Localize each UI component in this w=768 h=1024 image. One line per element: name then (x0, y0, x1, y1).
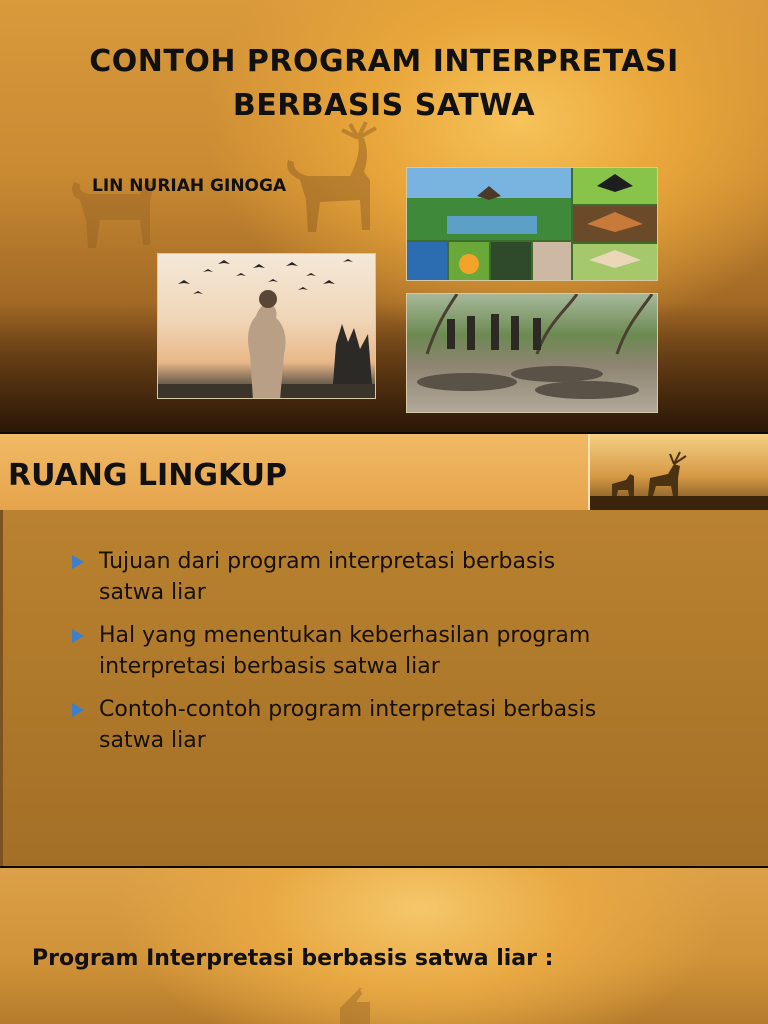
header-deer-image (588, 434, 768, 510)
komodo-dragon-photo (406, 293, 658, 413)
slide-3 (0, 868, 768, 1024)
author-name: LIN NURIAH GINOGA (92, 176, 287, 196)
butterfly-park-collage (406, 167, 658, 281)
slide-2 (0, 434, 768, 866)
deer-silhouette-icon (300, 988, 420, 1024)
slide-title: RUANG LINGKUP (8, 458, 288, 493)
title-line-2: BERBASIS SATWA (232, 88, 536, 123)
deer-silhouette-icon (50, 150, 190, 260)
bullet-line-1: Contoh-contoh program interpretasi berbasis (99, 697, 597, 722)
list-item (70, 620, 710, 682)
slide-title (0, 40, 768, 128)
slide-1 (0, 0, 768, 432)
bullet-line-2: satwa liar (99, 728, 206, 753)
birdwatching-illustration (158, 254, 376, 399)
birdwatching-photo (157, 253, 376, 399)
bullet-arrow-icon (72, 555, 84, 569)
bullet-line-1: Tujuan dari program interpretasi berbasis (99, 549, 556, 574)
bullet-line-2: interpretasi berbasis satwa liar (99, 654, 440, 679)
list-item (70, 694, 710, 756)
bullet-arrow-icon (72, 703, 84, 717)
list-item (70, 546, 710, 608)
deer-silhouette-icon (590, 434, 768, 510)
bullet-line-1: Hal yang menentukan keberhasilan program (99, 623, 591, 648)
title-line-1: CONTOH PROGRAM INTERPRETASI (89, 44, 679, 79)
bullet-list (70, 546, 710, 768)
bullet-line-2: satwa liar (99, 580, 206, 605)
butterfly-collage-illustration (407, 168, 658, 281)
bullet-arrow-icon (72, 629, 84, 643)
komodo-illustration (407, 294, 658, 413)
slide-heading: Program Interpretasi berbasis satwa liar : (32, 946, 554, 971)
